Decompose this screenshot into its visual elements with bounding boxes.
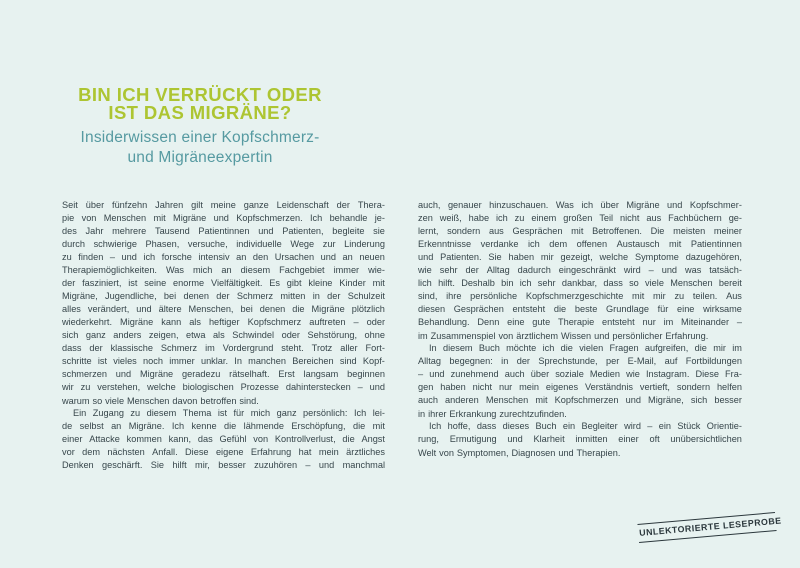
text-line: wir zu verstehen, welche biologischen Prozesse dahinterstecken – und xyxy=(62,382,385,392)
text-line: im Zusammenspiel von ärztlichem Wissen und persönlicher Erfahrung. xyxy=(418,331,709,341)
text-line: der fasziniert, ist seine enorme Vielfältigkeit. Es gibt kleine Kinder mit xyxy=(62,278,385,288)
page-right xyxy=(400,0,800,568)
text-line: sich ganz anders zeigen, etwa als Schwindel oder Sehstörung, ohne xyxy=(62,330,385,340)
text-line: – und zunehmend auch über soziale Medien wie Instagram. Diese Fra- xyxy=(418,369,742,379)
text-line: schmerzen und Migräne geradezu rätselhaft. Erst langsam beginnen xyxy=(62,369,385,379)
text-line: rung, Ermutigung und Klarheit inmitten einer oft unübersichtlichen xyxy=(418,434,742,444)
text-line: auch anderen Menschen mit Kopfschmerzen und Migräne, sich besser xyxy=(418,395,742,405)
text-line: Ein Zugang zu diesem Thema ist für mich ganz persönlich: Ich lei- xyxy=(73,408,385,418)
chapter-title-line-1: BIN ICH VERRÜCKT ODER xyxy=(78,84,322,105)
text-line: Denken geschärft. Sie hilft mir, besser zuzuhören – und manchmal xyxy=(62,460,385,470)
text-line: wie sehr der Alltag dadurch eingeschränkt wird – und was tatsäch- xyxy=(418,265,742,275)
text-line: Behandlung. Denn eine gute Therapie entsteht nur im Miteinander – xyxy=(418,317,742,327)
text-line: lich hilft. Deshalb bin ich sehr dankbar, dass so viele Menschen bereit xyxy=(418,278,742,288)
sample-copy-badge xyxy=(637,512,782,542)
text-line: sind, ihre persönliche Kopfschmerzgeschichte mit mir zu teilen. Aus xyxy=(418,291,742,301)
text-line: in ihrer Erkrankung zurechtzufinden. xyxy=(418,409,567,419)
text-line: Welt von Symptomen, Diagnosen und Therapien. xyxy=(418,448,621,458)
text-line: diesen Gesprächen entsteht die beste Grundlage für eine wirksame xyxy=(418,304,742,314)
text-line: des Jahr mehrere Tausend Patientinnen und Patienten, begleite sie xyxy=(62,226,385,236)
text-line: warum so viele Menschen davon betroffen sind. xyxy=(62,396,259,406)
text-line: durch schwierige Phasen, versuche, individuelle Wege zur Linderung xyxy=(62,239,385,249)
text-line: Migräne, Jugendliche, bei denen der Schmerz mitten in der Schulzeit xyxy=(62,291,385,301)
text-line: wiederkehrt. Migräne kann als heftiger Kopfschmerz auftreten – oder xyxy=(62,317,385,327)
text-line: und Patienten. Sie haben mir gezeigt, welche Symptome dazugehören, xyxy=(418,252,742,262)
text-line: Ich hoffe, dass dieses Buch ein Begleiter wird – ein Stück Orientie- xyxy=(429,421,742,431)
text-line: einer Attacke kommen kann, das Gefühl von Kontrollverlust, die Angst xyxy=(62,434,385,444)
text-line: Seit über fünfzehn Jahren gilt meine ganze Leidenschaft der Thera- xyxy=(62,200,385,210)
text-line: de selbst an Migräne. Ich kenne die lähmende Erschöpfung, die mit xyxy=(62,421,385,431)
sample-copy-badge-label: UNLEKTORIERTE LESEPROBE xyxy=(638,515,782,538)
text-line: dass der klassische Schmerz im Vordergrund steht. Trotz aller Fort- xyxy=(62,343,385,353)
text-line: zu finden – und ich forsche intensiv an den Ursachen und an neuen xyxy=(62,252,385,262)
chapter-subtitle xyxy=(0,128,400,167)
text-line: auch, genauer hinzuschauen. Was ich über Migräne und Kopfschmer- xyxy=(418,200,742,210)
text-line: vor dem nächsten Anfall. Diese eigene Erfahrung hat mein ärztliches xyxy=(62,447,385,457)
text-line: zen weiß, habe ich zu einem großen Teil nicht aus Fachbüchern ge- xyxy=(418,213,742,223)
text-line: gen haben nicht nur mein eigenes Verständnis vertieft, sondern helfen xyxy=(418,382,742,392)
chapter-subtitle-line-1: Insiderwissen einer Kopfschmerz- xyxy=(80,129,320,146)
chapter-title-line-2: IST DAS MIGRÄNE? xyxy=(108,101,292,123)
chapter-heading xyxy=(0,86,400,167)
text-line: schritte ist vieles noch immer unklar. In manchen Bereichen sind Kopf- xyxy=(62,356,385,366)
text-line: In diesem Buch möchte ich die vielen Fragen aufgreifen, die mir im xyxy=(429,343,742,353)
text-line: Erkenntnisse verdanke ich dem offenen Austausch mit Patientinnen xyxy=(418,239,742,249)
text-line: pie von Menschen mit Migräne und Kopfschmerzen. Ich behandle je- xyxy=(62,213,385,223)
text-line: Therapiemöglichkeiten. Was mich an diesem Fachgebiet immer wie- xyxy=(62,265,385,275)
chapter-subtitle-line-2: und Migräneexpertin xyxy=(127,148,273,166)
text-column-right xyxy=(418,200,742,460)
text-line: Alltag begegnen: in der Sprechstunde, per E-Mail, auf Fortbildungen xyxy=(418,356,742,366)
text-line: lernt, sondern aus Gesprächen mit Betroffenen. Die meisten meiner xyxy=(418,226,742,236)
text-column-left xyxy=(62,200,385,473)
text-line: alles verändert, und ältere Menschen, bei denen die Migräne plötzlich xyxy=(62,304,385,314)
